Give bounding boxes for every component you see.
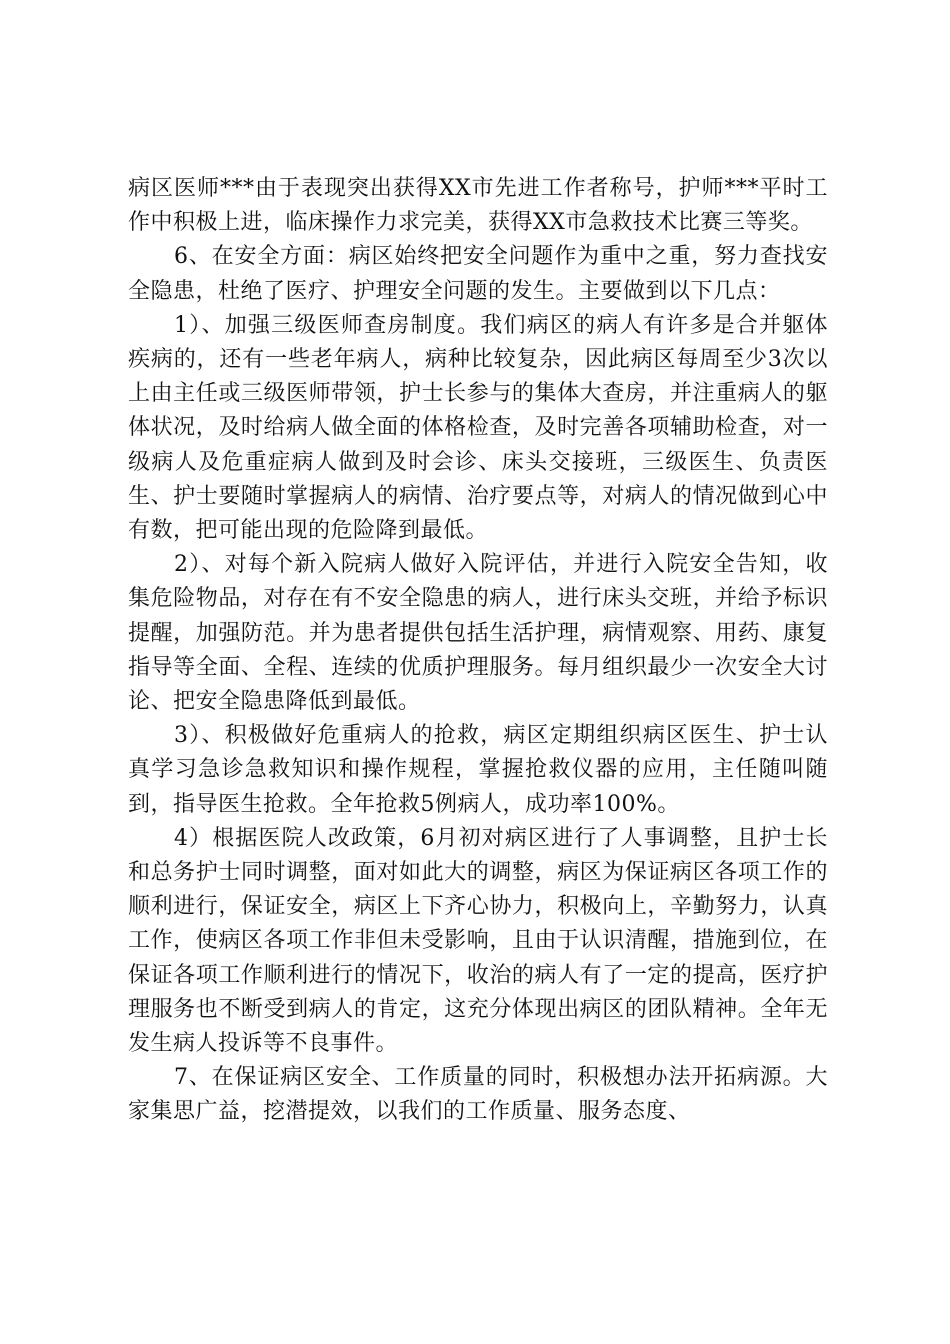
paragraph-point-1: 1）、加强三级医师查房制度。我们病区的病人有许多是合并躯体疾病的，还有一些老年病人，病种比较复杂，因此病区每周至少3次以上由主任或三级医师带领，护士长参与的集体大查房，并注重病人的躯体状况，及时给病人做全面的体格检查，及时完善各项辅助检查，对一级病人及危重症病人做到及时会诊、床头交接班，三级医生、负责医生、护士要随时掌握病人的病情、治疗要点等，对病人的情况做到心中有数，把可能出现的危险降到最低。: [128, 312, 828, 544]
paragraph-safety-section: 6、在安全方面：病区始终把安全问题作为重中之重，努力查找安全隐患，杜绝了医疗、护理安全问题的发生。主要做到以下几点：: [128, 244, 828, 304]
paragraph-award-continuation: 病区医师***由于表现突出获得XX市先进工作者称号，护师***平时工作中积极上进，临床操作力求完美，获得XX市急救技术比赛三等奖。: [128, 176, 828, 236]
document-body: [128, 172, 828, 1130]
paragraph-point-3: 3）、积极做好危重病人的抢救，病区定期组织病区医生、护士认真学习急诊急救知识和操作规程，掌握抢救仪器的应用，主任随叫随到，指导医生抢救。全年抢救5例病人，成功率100%。: [128, 723, 828, 817]
paragraph-point-4: 4）根据医院人改政策，6月初对病区进行了人事调整，且护士长和总务护士同时调整，面对如此大的调整，病区为保证病区各项工作的顺利进行，保证安全，病区上下齐心协力，积极向上，辛勤努力，认真工作，使病区各项工作非但未受影响，且由于认识清醒，措施到位，在保证各项工作顺利进行的情况下，收治的病人有了一定的提高，医疗护理服务也不断受到病人的肯定，这充分体现出病区的团队精神。全年无发生病人投诉等不良事件。: [128, 825, 828, 1057]
paragraph-point-2: 2）、对每个新入院病人做好入院评估，并进行入院安全告知，收集危险物品，对存在有不安全隐患的病人，进行床头交班，并给予标识提醒，加强防范。并为患者提供包括生活护理，病情观察、用药、康复指导等全面、全程、连续的优质护理服务。每月组织最少一次安全大讨论、把安全隐患降低到最低。: [128, 552, 828, 715]
paragraph-section-7: 7、在保证病区安全、工作质量的同时，积极想办法开拓病源。大家集思广益，挖潜提效，以我们的工作质量、服务态度、: [128, 1065, 828, 1125]
